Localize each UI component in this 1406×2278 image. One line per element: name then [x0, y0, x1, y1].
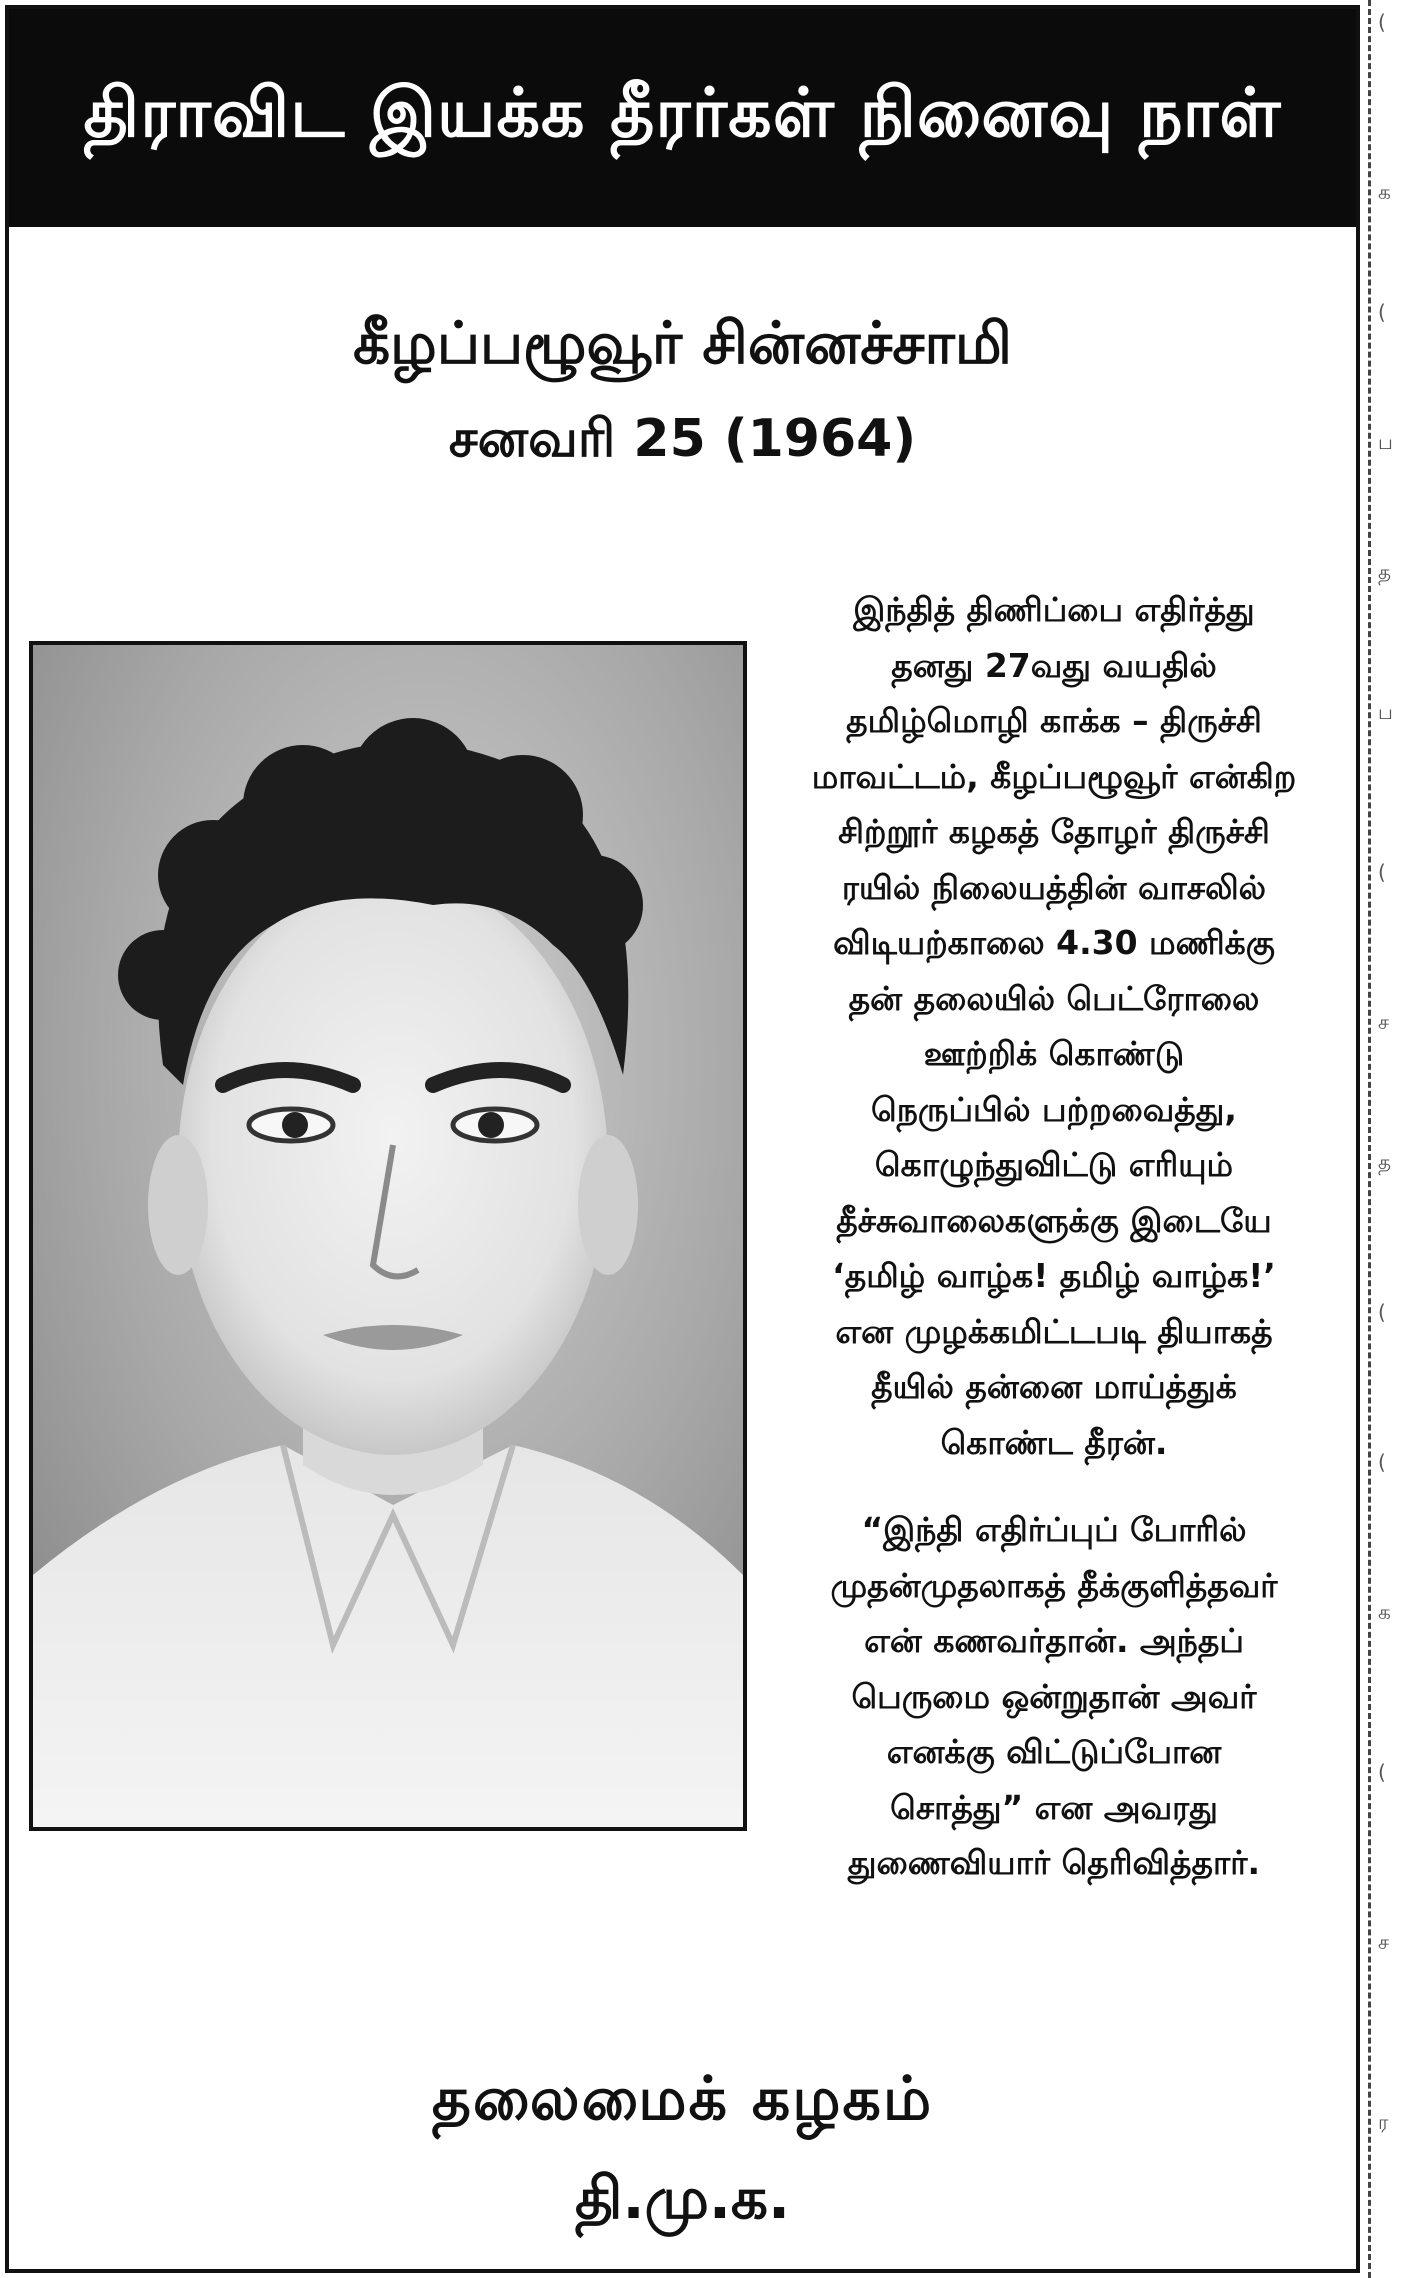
text-line: தீயில் தன்னை மாய்த்துக் [871, 1367, 1237, 1406]
adjacent-column-fragment [1376, 0, 1406, 2278]
text-line: ஊற்றிக் கொண்டு [923, 1034, 1185, 1073]
text-line: ‘தமிழ் வாழ்க! தமிழ் வாழ்க!’ [832, 1256, 1276, 1295]
text-line: விடியற்காலை 4.30 மணிக்கு [833, 923, 1275, 962]
text-line: முதன்முதலாகத் தீக்குளித்தவர் [830, 1565, 1278, 1605]
text-line: நெருப்பில் பற்றவைத்து, [871, 1089, 1237, 1129]
edge-glyph: ப [1378, 430, 1393, 454]
footer-organization: தலைமைக் கழகம் [431, 2064, 934, 2134]
text-line: சிற்றூர் கழகத் தோழர் திருச்சி [838, 812, 1270, 851]
text-line: பெருமை ஒன்றுதான் அவர் [851, 1676, 1257, 1716]
edge-glyph: ச [1378, 1010, 1390, 1034]
memorial-date: சனவரி 25 (1964) [448, 409, 917, 469]
edge-glyph: ( [1378, 1300, 1386, 1324]
text-line: தன் தலையில் பெட்ரோலை [848, 978, 1260, 1018]
text-line: இந்தித் திணிப்பை எதிர்த்து [853, 590, 1255, 629]
title-banner [9, 9, 1356, 227]
text-line: எனக்கு விட்டுப்போன [886, 1732, 1222, 1771]
edge-glyph: க [1378, 180, 1391, 204]
text-line: துணைவியார் தெரிவித்தார். [847, 1843, 1261, 1882]
edge-glyph: ச [1378, 1930, 1390, 1954]
edge-glyph: ப [1378, 700, 1393, 724]
edge-glyph: ( [1378, 10, 1386, 34]
memorial-notice [5, 5, 1360, 2273]
edge-glyph: ர [1378, 2110, 1389, 2134]
text-line: தமிழ்மொழி காக்க – திருச்சி [846, 701, 1262, 740]
description-paragraph [749, 582, 1359, 1470]
text-line: சொத்து” என அவரது [890, 1787, 1218, 1827]
edge-glyph: ( [1378, 1450, 1386, 1474]
person-name: கீழப்பழூவூர் சின்னச்சாமி [353, 309, 1012, 377]
edge-glyph: த [1378, 1150, 1392, 1174]
portrait-photo [29, 641, 747, 1831]
portrait-illustration [33, 645, 743, 1827]
text-line: “இந்தி எதிர்ப்புப் போரில் [861, 1510, 1247, 1549]
text-line: என் கணவர்தான். அந்தப் [864, 1621, 1244, 1660]
text-line: மாவட்டம், கீழப்பழூவூர் என்கிற [811, 756, 1297, 796]
footer-party-name: தி.மு.க. [574, 2164, 791, 2232]
text-line: ரயில் நிலையத்தின் வாசலில் [841, 867, 1267, 907]
edge-glyph: க [1378, 1600, 1391, 1624]
text-line: தனது 27வது வயதில் [891, 645, 1217, 685]
edge-glyph: ( [1378, 1760, 1386, 1784]
text-line: என முழக்கமிட்டபடி தியாகத் [835, 1311, 1273, 1351]
edge-glyph: த [1378, 560, 1392, 584]
banner-title: திராவிட இயக்க தீரர்கள் நினைவு நாள் [83, 74, 1282, 153]
edge-glyph: ( [1378, 300, 1386, 324]
text-line: கொழுந்துவிட்டு எரியும் [874, 1145, 1234, 1184]
quote-paragraph [749, 1502, 1359, 1891]
cut-line-divider [1368, 0, 1371, 2278]
edge-glyph: ( [1378, 860, 1386, 884]
text-line: கொண்ட தீரன். [940, 1422, 1168, 1462]
text-line: தீச்சுவாலைகளுக்கு இடையே [836, 1200, 1272, 1240]
